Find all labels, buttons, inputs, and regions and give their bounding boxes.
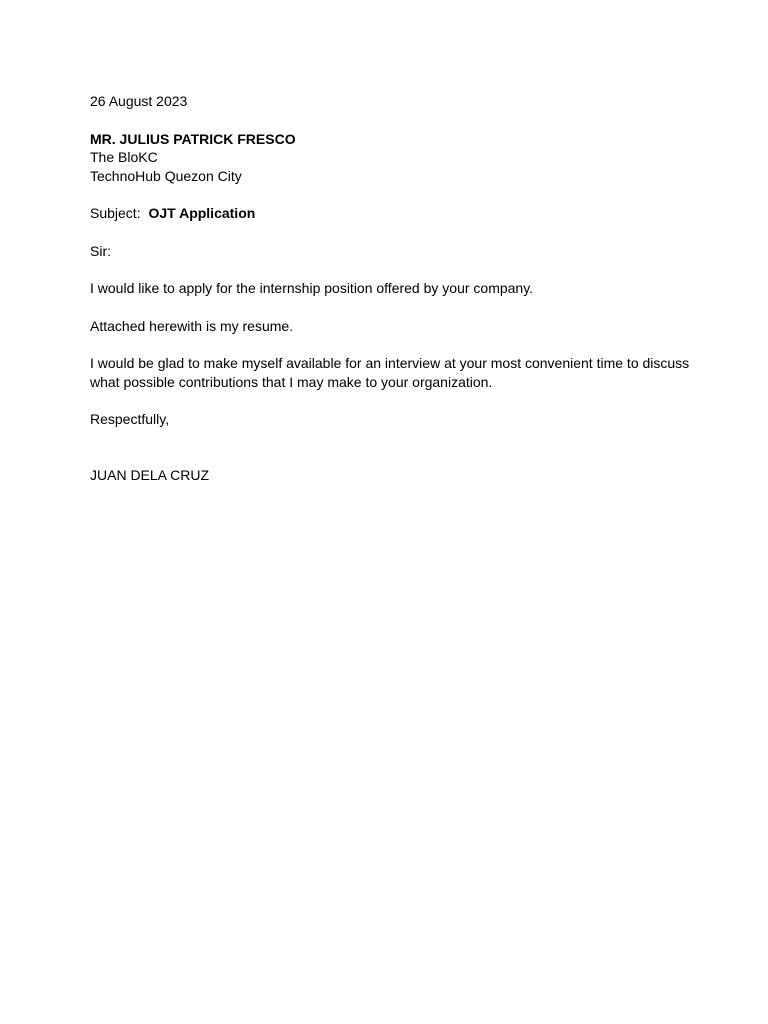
subject-value: OJT Application [148, 205, 256, 221]
letter-body [90, 92, 690, 484]
body-paragraph-3: I would be glad to make myself available for an interview at your most convenient time to discuss what possible contributions that I may make to your organization. [90, 355, 690, 390]
spacer [90, 260, 690, 279]
body-paragraph-2: Attached herewith is my resume. [90, 317, 294, 334]
spacer [90, 111, 690, 130]
recipient-company: The BloKC [90, 149, 158, 165]
spacer [90, 185, 690, 204]
subject-label: Subject: [90, 205, 141, 221]
body-paragraph-1: I would like to apply for the internship position offered by your company. [90, 280, 534, 296]
recipient-block [90, 130, 690, 186]
spacer [90, 223, 690, 242]
spacer [90, 298, 690, 317]
closing: Respectfully, [90, 411, 170, 427]
recipient-name: MR. JULIUS PATRICK FRESCO [90, 130, 296, 147]
subject-line [90, 204, 690, 223]
signature-name: JUAN DELA CRUZ [90, 466, 210, 483]
signature-spacer [90, 429, 690, 466]
spacer [90, 335, 690, 354]
salutation: Sir: [90, 242, 111, 259]
recipient-address: TechnoHub Quezon City [90, 167, 242, 184]
spacer [90, 391, 690, 410]
letter-date: 26 August 2023 [90, 93, 188, 109]
